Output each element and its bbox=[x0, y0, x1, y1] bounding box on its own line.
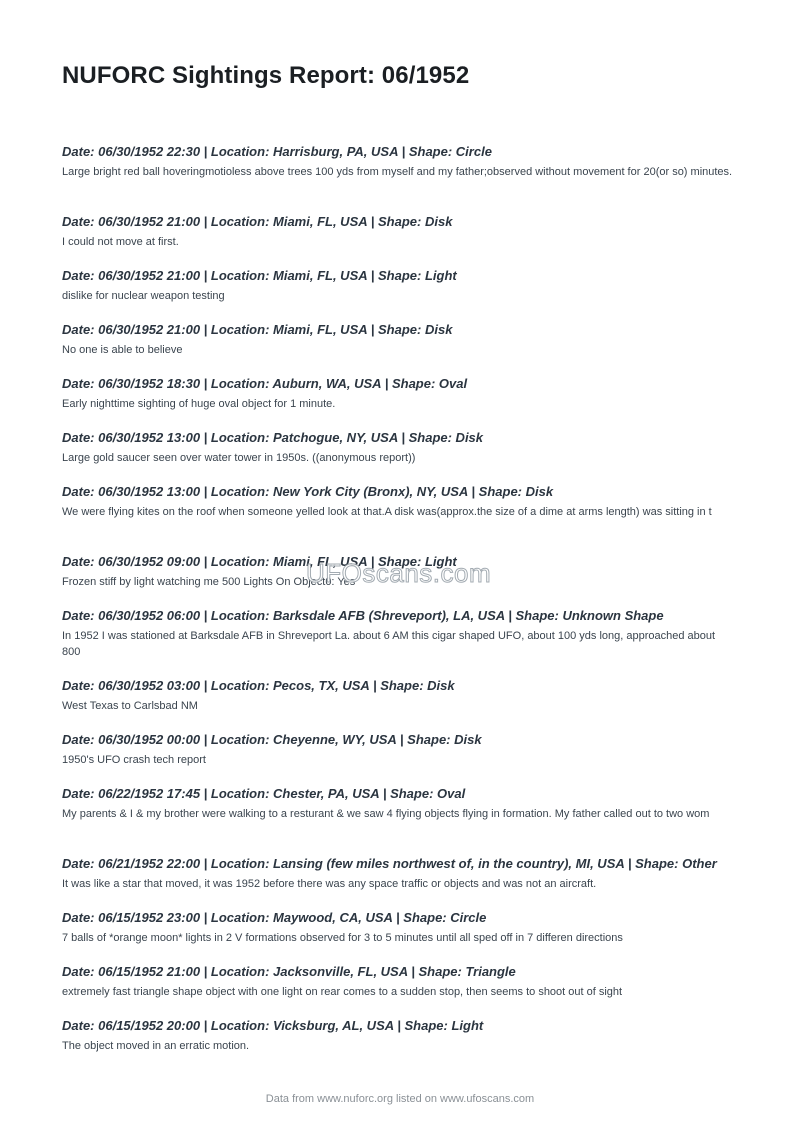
sighting-heading: Date: 06/30/1952 22:30 | Location: Harrisburg, PA, USA | Shape: Circle bbox=[62, 144, 492, 159]
sightings-list bbox=[62, 143, 742, 1071]
sighting-description: In 1952 I was stationed at Barksdale AFB in Shreveport La. about 6 AM this cigar shaped UFO, about 100 yds long, approached about 800 bbox=[62, 630, 716, 658]
sighting-description: extremely fast triangle shape object with one light on rear comes to a sudden stop, then seems to shoot out of sight bbox=[62, 986, 623, 998]
sighting-heading: Date: 06/30/1952 06:00 | Location: Barksdale AFB (Shreveport), LA, USA | Shape: Unknown Shape bbox=[62, 608, 664, 623]
sighting-description: The object moved in an erratic motion. bbox=[62, 1040, 250, 1052]
sighting-heading: Date: 06/30/1952 13:00 | Location: Patchogue, NY, USA | Shape: Disk bbox=[62, 430, 484, 445]
sighting-entry bbox=[62, 731, 742, 785]
sighting-heading: Date: 06/30/1952 21:00 | Location: Miami, FL, USA | Shape: Disk bbox=[62, 214, 453, 229]
sighting-description: It was like a star that moved, it was 1952 before there was any space traffic or objects and was not an aircraft. bbox=[62, 878, 597, 890]
sighting-entry bbox=[62, 429, 742, 483]
sighting-description: Early nighttime sighting of huge oval object for 1 minute. bbox=[62, 398, 336, 410]
sighting-heading: Date: 06/15/1952 23:00 | Location: Maywood, CA, USA | Shape: Circle bbox=[62, 910, 487, 925]
page-title: NUFORC Sightings Report: 06/1952 bbox=[62, 62, 470, 89]
sighting-description: 1950's UFO crash tech report bbox=[62, 754, 206, 766]
sighting-entry bbox=[62, 213, 742, 267]
sighting-entry bbox=[62, 143, 742, 213]
sighting-entry bbox=[62, 321, 742, 375]
page-footer: Data from www.nuforc.org listed on www.ufoscans.com bbox=[265, 1093, 535, 1105]
sighting-description: We were flying kites on the roof when someone yelled look at that.A disk was(approx.the size of a dime at arms length) was sitting in t bbox=[62, 506, 712, 518]
sighting-description: Large gold saucer seen over water tower in 1950s. ((anonymous report)) bbox=[62, 452, 416, 464]
sighting-heading: Date: 06/30/1952 21:00 | Location: Miami, FL, USA | Shape: Disk bbox=[62, 322, 453, 337]
sighting-entry bbox=[62, 267, 742, 321]
sighting-description: I could not move at first. bbox=[62, 236, 179, 248]
sighting-heading: Date: 06/30/1952 18:30 | Location: Auburn, WA, USA | Shape: Oval bbox=[62, 376, 468, 391]
sighting-entry bbox=[62, 607, 742, 677]
sighting-heading: Date: 06/22/1952 17:45 | Location: Chester, PA, USA | Shape: Oval bbox=[62, 786, 466, 801]
sighting-heading: Date: 06/15/1952 20:00 | Location: Vicksburg, AL, USA | Shape: Light bbox=[62, 1018, 484, 1033]
sighting-heading: Date: 06/30/1952 00:00 | Location: Cheyenne, WY, USA | Shape: Disk bbox=[62, 732, 482, 747]
sighting-description: No one is able to believe bbox=[62, 344, 183, 356]
watermark: UFOscans.com bbox=[306, 558, 492, 588]
sighting-entry bbox=[62, 483, 742, 553]
sighting-entry bbox=[62, 677, 742, 731]
sighting-description: My parents & I & my brother were walking to a resturant & we saw 4 flying objects flying in formation. My father called out to two wom bbox=[62, 808, 710, 820]
sighting-description: West Texas to Carlsbad NM bbox=[62, 700, 198, 712]
sighting-heading: Date: 06/15/1952 21:00 | Location: Jacksonville, FL, USA | Shape: Triangle bbox=[62, 964, 516, 979]
sighting-heading: Date: 06/21/1952 22:00 | Location: Lansing (few miles northwest of, in the country), MI, USA | Shape: Other bbox=[62, 856, 717, 871]
sighting-entry bbox=[62, 963, 742, 1017]
sighting-entry bbox=[62, 375, 742, 429]
sighting-description: dislike for nuclear weapon testing bbox=[62, 290, 225, 302]
sighting-description: Frozen stiff by light watching me 500 Lights On Object0: Yes bbox=[62, 576, 356, 588]
sighting-heading: Date: 06/30/1952 03:00 | Location: Pecos, TX, USA | Shape: Disk bbox=[62, 678, 455, 693]
sighting-entry bbox=[62, 1017, 742, 1071]
sighting-entry bbox=[62, 909, 742, 963]
sighting-entry bbox=[62, 855, 742, 909]
sighting-description: 7 balls of *orange moon* lights in 2 V formations observed for 3 to 5 minutes until all sped off in 7 differen directions bbox=[62, 932, 623, 944]
sighting-entry bbox=[62, 785, 742, 855]
sighting-description: Large bright red ball hoveringmotioless above trees 100 yds from myself and my father;observed without movement for 20(or so) minutes. bbox=[62, 166, 733, 178]
sighting-heading: Date: 06/30/1952 09:00 | Location: Miami, FL, USA | Shape: Light bbox=[62, 554, 457, 569]
sighting-heading: Date: 06/30/1952 21:00 | Location: Miami, FL, USA | Shape: Light bbox=[62, 268, 457, 283]
sighting-heading: Date: 06/30/1952 13:00 | Location: New York City (Bronx), NY, USA | Shape: Disk bbox=[62, 484, 554, 499]
